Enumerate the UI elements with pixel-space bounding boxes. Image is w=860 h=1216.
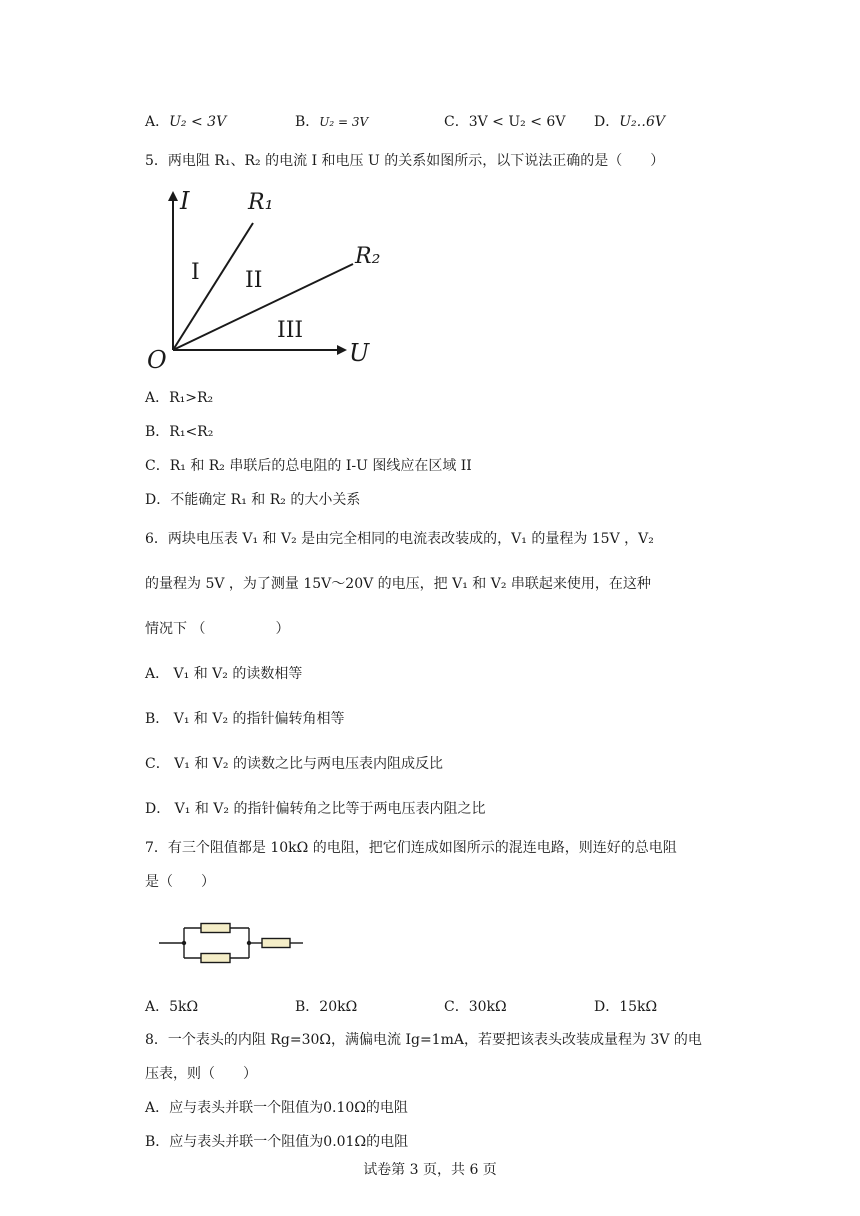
q4-option-c-expr: 3V < U₂ < 6V [468,114,566,130]
q5-option-d: D．不能确定 R₁ 和 R₂ 的大小关系 [145,492,361,508]
q4-option-d-expr: U₂‥6V [619,114,666,130]
q5-origin-label: O [147,346,167,374]
q8-option-a: A．应与表头并联一个阻值为0.10Ω的电阻 [145,1100,408,1116]
q8-stem-line-2: 压表，则（ ） [145,1066,257,1082]
q5-x-axis-label: U [349,339,370,367]
q4-option-d-prefix: D． [594,114,620,130]
q6-option-c: C． V₁ 和 V₂ 的读数之比与两电压表内阻成反比 [145,756,443,772]
q6-stem-line-1: 6．两块电压表 V₁ 和 V₂ 是由完全相同的电流表改装成的，V₁ 的量程为 15V ，V₂ [145,531,654,547]
q4-option-a-prefix: A． [145,114,170,130]
q5-region-2-label: II [245,268,263,293]
q5-iu-graph [140,185,400,375]
q7-option-a: A．5kΩ [145,999,199,1015]
q4-option-d [594,112,665,132]
q6-option-a: A． V₁ 和 V₂ 的读数相等 [145,666,303,682]
q4-option-c-prefix: C． [444,114,469,130]
q5-option-a: A．R₁>R₂ [145,390,214,406]
q5-y-axis-label: I [180,187,190,215]
q7-stem-line-1: 7．有三个阻值都是 10kΩ 的电阻，把它们连成如图所示的混连电路，则连好的总电阻 [145,840,677,856]
q5-region-3-label: III [277,318,304,343]
q4-option-a [145,112,226,132]
q5-region-1-label: I [191,260,200,285]
q7-option-b: B．20kΩ [295,999,358,1015]
q5-option-b: B．R₁<R₂ [145,424,214,440]
q5-stem: 5．两电阻 R₁、R₂ 的电流 I 和电压 U 的关系如图所示，以下说法正确的是（ ） [145,153,665,169]
q7-resistor-series [262,939,290,948]
page-footer: 试卷第 3 页，共 6 页 [363,1162,497,1178]
q4-option-b [295,112,368,132]
q7-circuit-diagram [155,918,310,968]
q4-option-b-expr: U₂ = 3V [319,115,369,129]
q7-option-d: D．15kΩ [594,999,658,1015]
q7-resistor-top [201,924,230,933]
q5-option-c: C．R₁ 和 R₂ 串联后的总电阻的 I-U 图线应在区域 II [145,458,472,474]
q7-stem-line-2: 是（ ） [145,874,215,890]
q4-option-a-expr: U₂ < 3V [169,114,227,130]
q6-stem-line-2: 的量程为 5V ，为了测量 15V～20V 的电压，把 V₁ 和 V₂ 串联起来使用，在这种 [145,576,651,592]
q6-option-b: B． V₁ 和 V₂ 的指针偏转角相等 [145,711,345,727]
q7-junction-right [247,941,251,945]
q4-option-b-prefix: B． [295,114,320,130]
q7-junction-left [182,941,186,945]
q6-option-d: D． V₁ 和 V₂ 的指针偏转角之比等于两电压表内阻之比 [145,801,486,817]
q7-resistor-bottom [201,954,230,963]
q6-stem-line-3: 情况下 （ ） [145,621,290,637]
q5-line-r2-label: R₂ [355,244,381,269]
q8-option-b: B．应与表头并联一个阻值为0.01Ω的电阻 [145,1134,409,1150]
q8-stem-line-1: 8．一个表头的内阻 Rg=30Ω，满偏电流 Ig=1mA，若要把该表头改装成量程为 3V 的电 [145,1032,702,1048]
q4-option-c [444,112,565,132]
q5-line-r1-label: R₁ [248,190,274,215]
q7-option-c: C．30kΩ [444,999,507,1015]
